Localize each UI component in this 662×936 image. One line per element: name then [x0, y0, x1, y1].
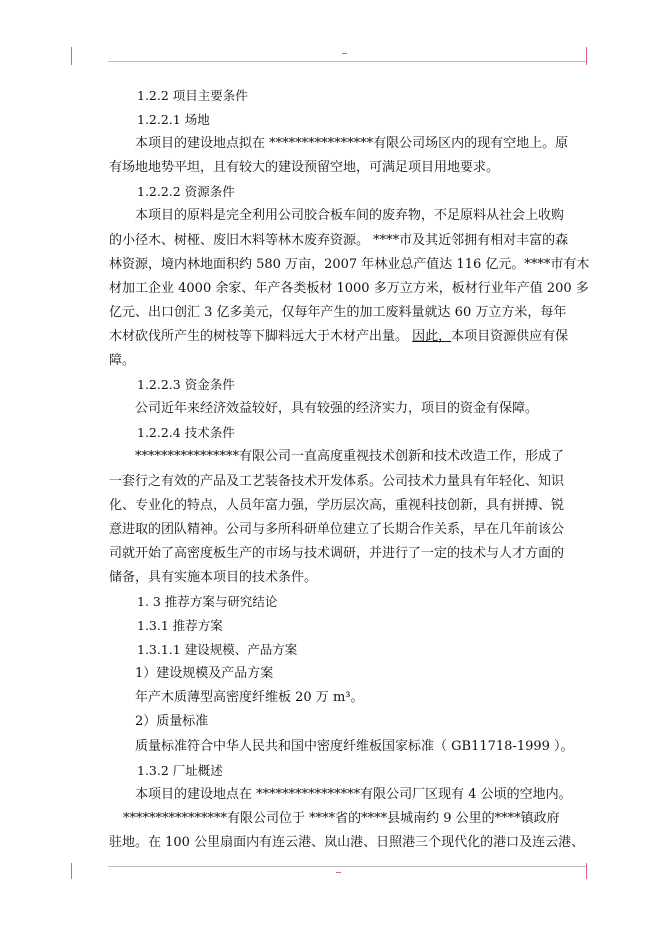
subsection-heading: 1.2.2.4 技术条件 — [137, 425, 235, 441]
subsection-heading: 1.3.1 推荐方案 — [137, 618, 223, 634]
footer-mark — [336, 872, 341, 873]
paragraph-line: 的小径木、树桠、废旧木料等林木废弃资源。 ****市及其近邻拥有相对丰富的森 — [109, 232, 569, 248]
list-item: 2）质量标准 — [135, 714, 209, 730]
paragraph-line: 有场地地势平坦，且有较大的建设预留空地，可满足项目用地要求。 — [109, 160, 500, 176]
paragraph-line: 一套行之有效的产品及工艺装备技术开发体系。公司技术力量具有年轻化、知识 — [109, 473, 565, 489]
paragraph-line: 障。 — [109, 353, 136, 369]
footer-rule — [108, 866, 586, 867]
paragraph-line: 年产木质薄型高密度纤维板 20 万 m³。 — [135, 690, 364, 706]
section-heading: 1.2.2 项目主要条件 — [137, 88, 248, 103]
paragraph-line: 司就开始了高密度板生产的市场与技术调研，并进行了一定的技术与人才方面的 — [109, 545, 565, 561]
paragraph-line: 质量标准符合中华人民共和国中密度纤维板国家标准（ GB11718-1999 ）。 — [135, 738, 574, 754]
paragraph-line: 储备，具有实施本项目的技术条件。 — [109, 569, 318, 585]
paragraph-line: 公司近年来经济效益较好，具有较强的经济实力，项目的资金有保障。 — [135, 401, 539, 417]
paragraph-line: 驻地。在 100 公里扇面内有连云港、岚山港、日照港三个现代化的港口及连云港、 — [109, 834, 585, 850]
crop-mark-bottom-left — [71, 863, 72, 879]
paragraph-line: 材加工企业 4000 余家、年产各类板材 1000 多万立方米，板材行业年产值 200 多 — [109, 280, 589, 296]
header-rule — [108, 61, 586, 62]
text-run: 本项目资源供应有保 — [451, 328, 569, 344]
crop-mark-top-right — [586, 47, 587, 65]
subsection-heading: 1.2.2.2 资源条件 — [137, 184, 235, 200]
paragraph-line: ****************有限公司一直高度重视技术创新和技术改造工作，形成了 — [135, 449, 565, 465]
paragraph-line: 林资源，境内林地面积约 580 万亩，2007 年林业总产值达 116 亿元。****市有木 — [109, 256, 589, 272]
section-heading: 1. 3 推荐方案与研究结论 — [137, 593, 278, 609]
paragraph-line: 化、专业化的特点，人员年富力强，学历层次高，重视科技创新，具有拼搏、锐 — [109, 497, 565, 513]
text-run: 木材砍伐所产生的树枝等下脚料远大于木材产出量。 — [109, 328, 413, 344]
crop-mark-top-left — [71, 47, 72, 65]
document-body — [109, 84, 589, 855]
paragraph-line — [109, 325, 589, 349]
paragraph-line: 意进取的团队精神。公司与多所科研单位建立了长期合作关系，早在几年前该公 — [109, 521, 565, 537]
paragraph-line: 亿元、出口创汇 3 亿多美元，仅每年产生的加工废料量就达 60 万立方米，每年 — [109, 304, 567, 320]
paragraph-line: ****************有限公司位于 ****省的****县城南约 9 公里的****镇政府 — [123, 810, 560, 826]
header-mark — [342, 53, 347, 54]
paragraph-line: 本项目的建设地点在 ****************有限公司厂区现有 4 公顷的空地内。 — [135, 786, 572, 802]
subsection-heading: 1.3.1.1 建设规模、产品方案 — [137, 642, 298, 658]
paragraph-line: 本项目的建设地点拟在 ****************有限公司场区内的现有空地上。原 — [135, 136, 569, 152]
subsection-heading: 1.3.2 厂址概述 — [137, 762, 223, 778]
subsection-heading: 1.2.2.3 资金条件 — [137, 377, 235, 393]
list-item: 1）建设规模及产品方案 — [135, 666, 274, 682]
crop-mark-bottom-right — [586, 863, 587, 879]
paragraph-line: 本项目的原料是完全利用公司胶合板车间的废弃物，不足原料从社会上收购 — [135, 208, 565, 224]
underlined-text: 因此， — [412, 328, 452, 344]
subsection-heading: 1.2.2.1 场地 — [137, 112, 210, 128]
